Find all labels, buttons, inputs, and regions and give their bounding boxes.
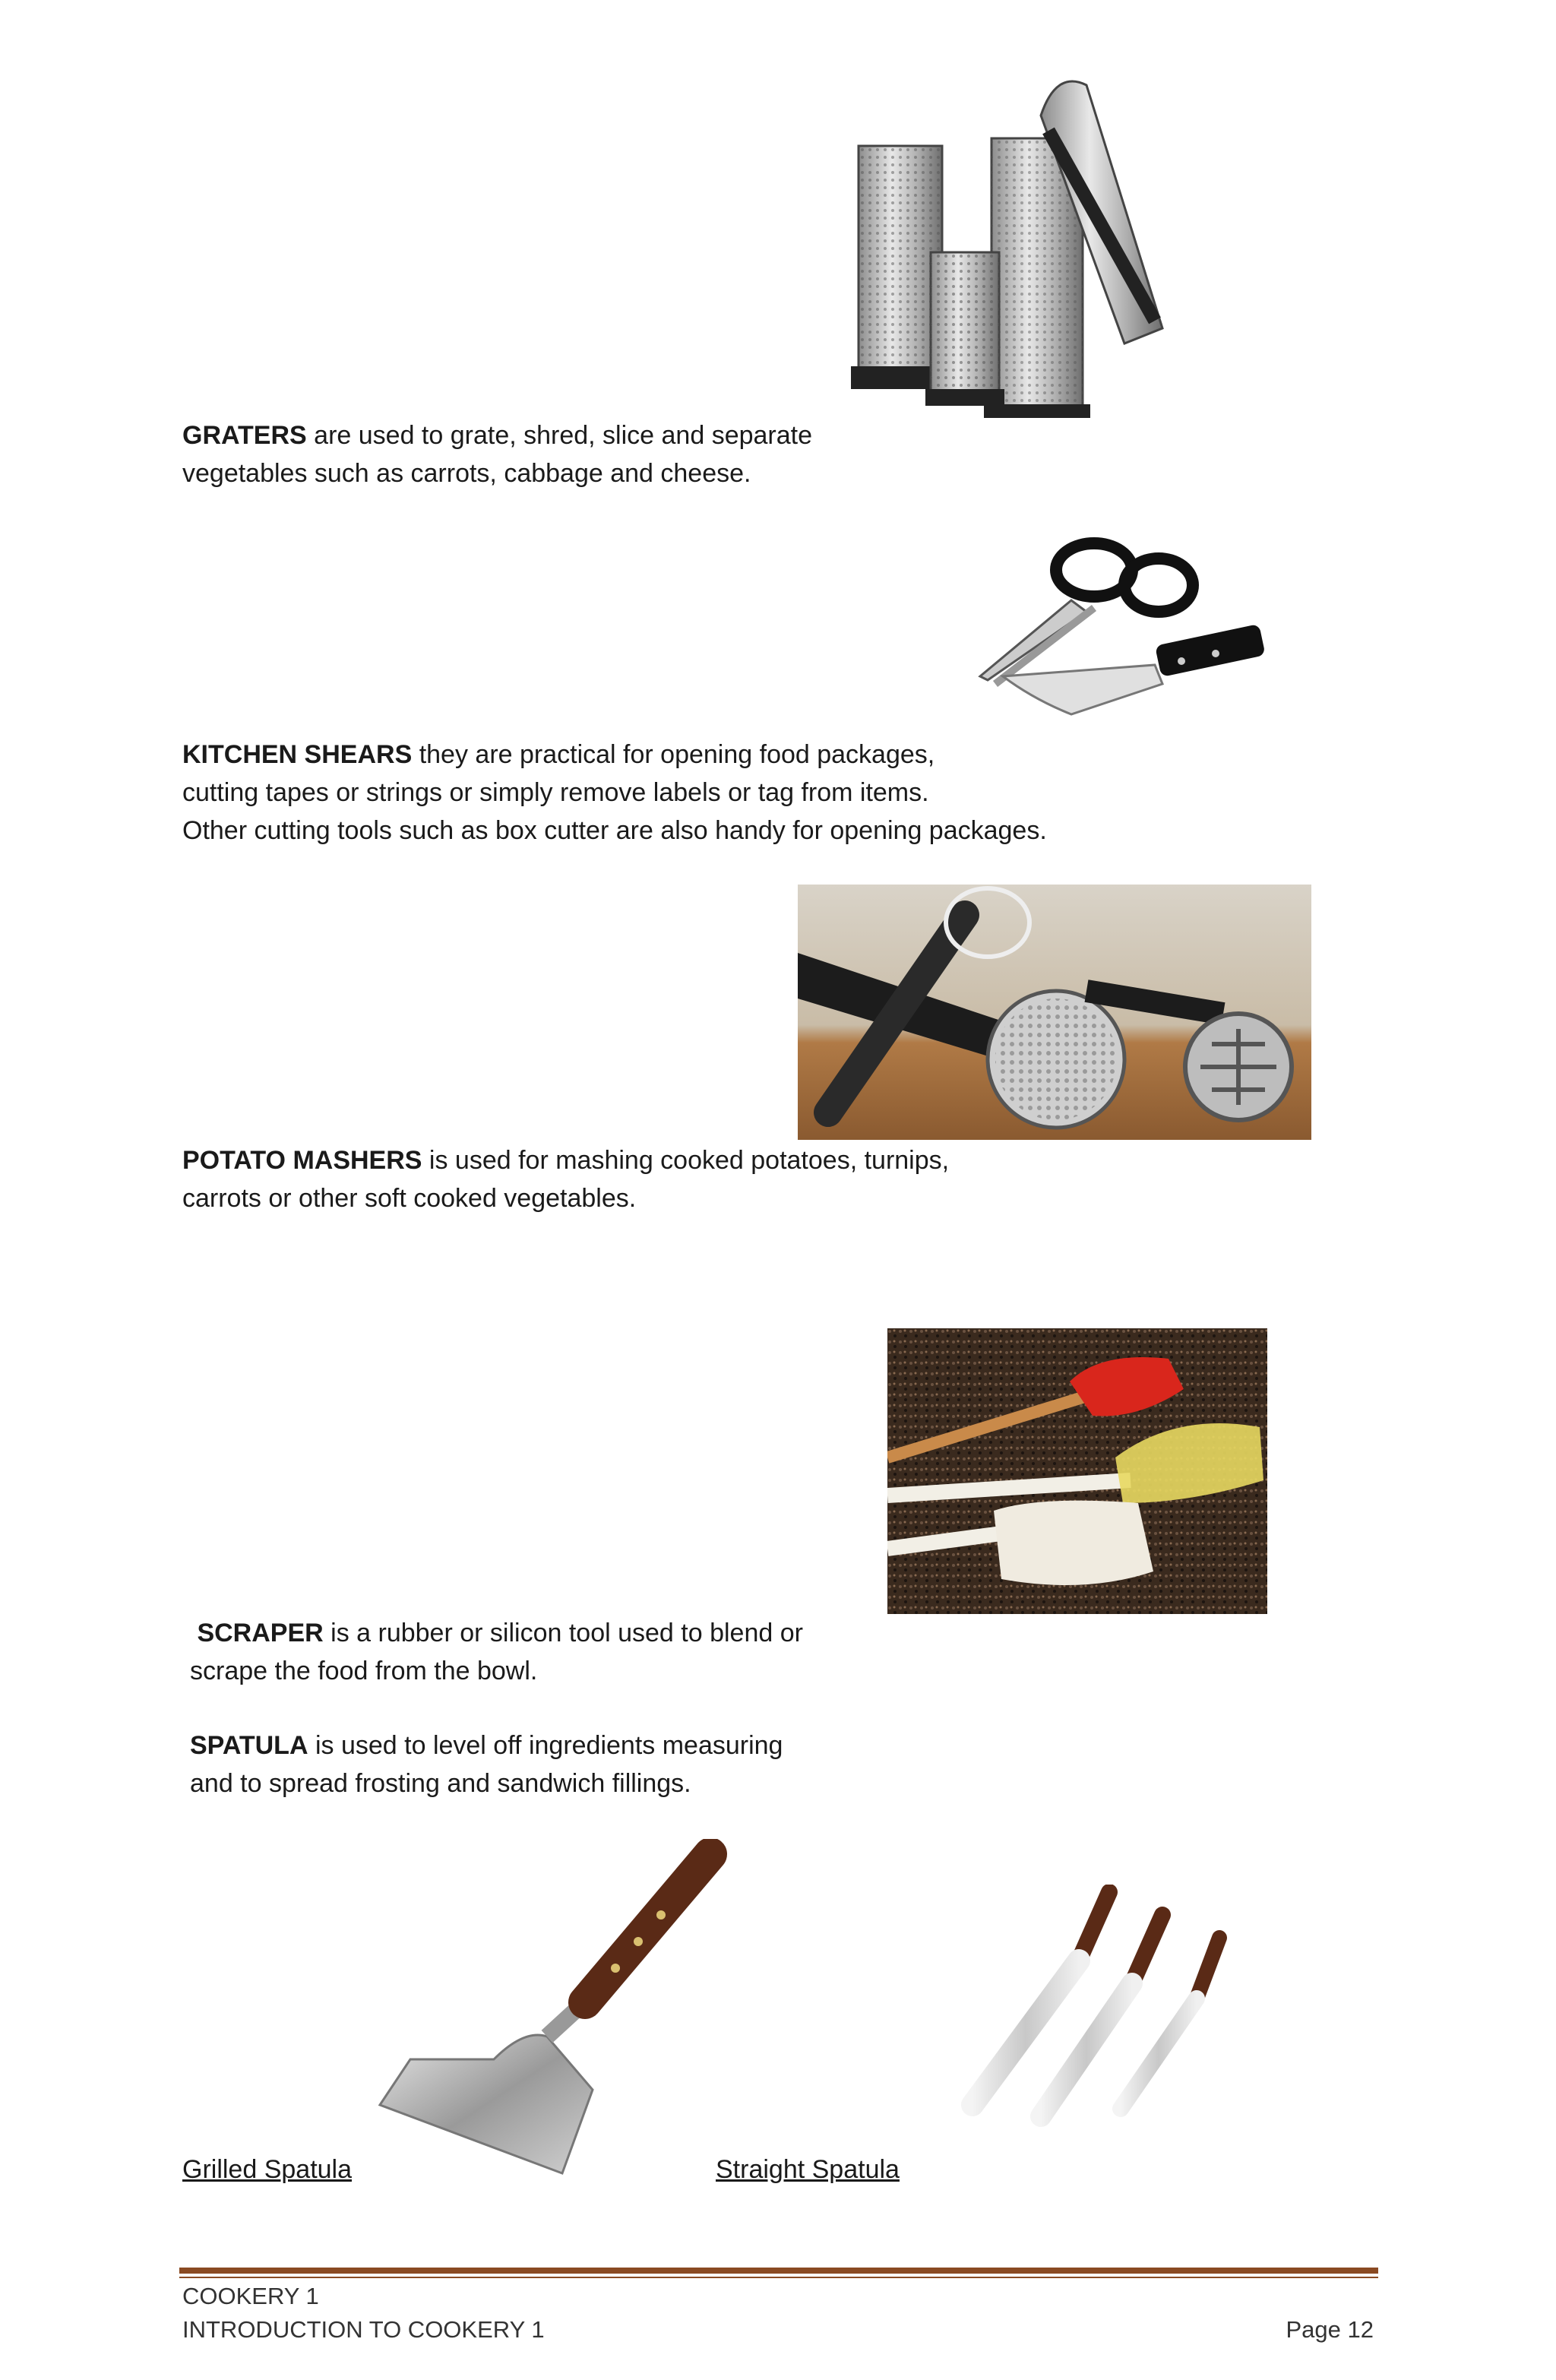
graters-paragraph: GRATERS are used to grate, shred, slice and separate vegetables such as carrots, cabbage and cheese. [182, 421, 813, 488]
kitchen-shears-term: KITCHEN SHEARS [182, 740, 413, 769]
spatula-paragraph: SPATULA is used to level off ingredients measuring and to spread frosting and sandwich fillings. [190, 1731, 783, 1798]
spatula-term: SPATULA [190, 1731, 308, 1760]
potato-mashers-paragraph: POTATO MASHERS is used for mashing cooked potatoes, turnips, carrots or other soft cooked vegetables. [182, 1146, 950, 1213]
straight-spatula-image [957, 1885, 1246, 2128]
graters-image [836, 70, 1185, 419]
footer-course: COOKERY 1 [182, 2283, 319, 2309]
scraper-paragraph: SCRAPER is a rubber or silicon tool used to blend or scrape the food from the bowl. [190, 1619, 803, 1685]
graters-term: GRATERS [182, 421, 307, 450]
footer-rule-thin [179, 2277, 1378, 2278]
potato-masher-image [798, 885, 1311, 1140]
footer-rule [179, 2268, 1378, 2274]
scraper-term: SCRAPER [197, 1619, 324, 1647]
grilled-spatula-image [365, 1839, 729, 2189]
grilled-spatula-caption: Grilled Spatula [182, 2155, 353, 2184]
potato-mashers-term: POTATO MASHERS [182, 1146, 422, 1175]
scraper-image [887, 1328, 1267, 1614]
kitchen-shears-image [965, 532, 1269, 730]
straight-spatula-caption: Straight Spatula [716, 2155, 900, 2184]
footer-subtitle: INTRODUCTION TO COOKERY 1 [182, 2316, 545, 2343]
page-number: Page 12 [1286, 2316, 1374, 2343]
kitchen-shears-paragraph: KITCHEN SHEARS they are practical for opening food packages, cutting tapes or strings or simply remove labels or tag from items. Other cutting tools such as box cutter are also handy for opening packages. [182, 740, 1047, 845]
